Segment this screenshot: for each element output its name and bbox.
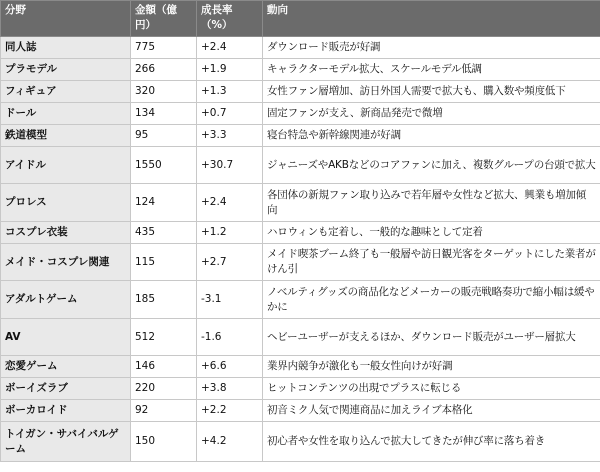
table-row xyxy=(1,356,600,378)
table-row xyxy=(1,103,600,125)
row-growth: +3.8 xyxy=(197,378,263,400)
header-field: 分野 xyxy=(1,1,131,37)
row-amount: 320 xyxy=(131,81,197,103)
row-growth: +2.7 xyxy=(197,244,263,281)
row-growth: +2.2 xyxy=(197,400,263,422)
row-trend: 寝台特急や新幹線関連が好調 xyxy=(263,125,600,147)
row-trend: ヘビーユーザーが支えるほか、ダウンロード販売がユーザー層拡大 xyxy=(263,319,600,356)
row-trend: 各団体の新規ファン取り込みで若年層や女性など拡大、興業も増加傾向 xyxy=(263,184,600,222)
row-amount: 220 xyxy=(131,378,197,400)
row-amount: 92 xyxy=(131,400,197,422)
table-row xyxy=(1,147,600,184)
row-trend: ハロウィンも定着し、一般的な趣味として定着 xyxy=(263,222,600,244)
row-trend: 固定ファンが支え、新商品発売で微増 xyxy=(263,103,600,125)
row-field: 鉄道模型 xyxy=(1,125,131,147)
table-row xyxy=(1,37,600,59)
row-growth: +2.4 xyxy=(197,37,263,59)
table-row xyxy=(1,378,600,400)
row-amount: 134 xyxy=(131,103,197,125)
table-row xyxy=(1,400,600,422)
row-amount: 185 xyxy=(131,281,197,319)
row-trend: ノベルティグッズの商品化などメーカーの販売戦略奏功で縮小幅は緩やかに xyxy=(263,281,600,319)
row-field: アダルトゲーム xyxy=(1,281,131,319)
row-trend: 業界内競争が激化も一般女性向けが好調 xyxy=(263,356,600,378)
table-row xyxy=(1,59,600,81)
table-row xyxy=(1,184,600,222)
row-trend: キャラクターモデル拡大、スケールモデル低調 xyxy=(263,59,600,81)
row-growth: +1.2 xyxy=(197,222,263,244)
row-field: メイド・コスプレ関連 xyxy=(1,244,131,281)
row-trend: ヒットコンテンツの出現でプラスに転じる xyxy=(263,378,600,400)
table-row xyxy=(1,281,600,319)
table-row xyxy=(1,244,600,281)
row-growth: +4.2 xyxy=(197,422,263,462)
row-trend: メイド喫茶ブーム終了も一般層や訪日観光客をターゲットにした業者がけん引 xyxy=(263,244,600,281)
header-amount: 金額（億円） xyxy=(131,1,197,37)
row-amount: 146 xyxy=(131,356,197,378)
row-growth: +30.7 xyxy=(197,147,263,184)
row-field: プロレス xyxy=(1,184,131,222)
row-field: プラモデル xyxy=(1,59,131,81)
row-growth: +0.7 xyxy=(197,103,263,125)
table-row xyxy=(1,222,600,244)
row-amount: 95 xyxy=(131,125,197,147)
row-growth: +2.4 xyxy=(197,184,263,222)
row-amount: 124 xyxy=(131,184,197,222)
row-amount: 150 xyxy=(131,422,197,462)
row-growth: +3.3 xyxy=(197,125,263,147)
row-amount: 512 xyxy=(131,319,197,356)
row-trend: 初心者や女性を取り込んで拡大してきたが伸び率に落ち着き xyxy=(263,422,600,462)
table-row xyxy=(1,422,600,462)
row-field: アイドル xyxy=(1,147,131,184)
row-field: 同人誌 xyxy=(1,37,131,59)
row-growth: -1.6 xyxy=(197,319,263,356)
row-growth: +1.3 xyxy=(197,81,263,103)
row-trend: 初音ミク人気で関連商品に加えライブ本格化 xyxy=(263,400,600,422)
row-amount: 435 xyxy=(131,222,197,244)
row-field: 恋愛ゲーム xyxy=(1,356,131,378)
row-growth: +6.6 xyxy=(197,356,263,378)
row-growth: +1.9 xyxy=(197,59,263,81)
row-amount: 1550 xyxy=(131,147,197,184)
header-trend: 動向 xyxy=(263,1,600,37)
row-amount: 266 xyxy=(131,59,197,81)
row-trend: 女性ファン層増加、訪日外国人需要で拡大も、購入数や頻度低下 xyxy=(263,81,600,103)
row-growth: -3.1 xyxy=(197,281,263,319)
row-amount: 115 xyxy=(131,244,197,281)
row-field: AV xyxy=(1,319,131,356)
row-field: コスプレ衣装 xyxy=(1,222,131,244)
row-field: ボーイズラブ xyxy=(1,378,131,400)
row-field: フィギュア xyxy=(1,81,131,103)
row-field: ボーカロイド xyxy=(1,400,131,422)
table-row xyxy=(1,81,600,103)
row-field: ドール xyxy=(1,103,131,125)
row-trend: ジャニーズやAKBなどのコアファンに加え、複数グループの台頭で拡大 xyxy=(263,147,600,184)
table-row xyxy=(1,319,600,356)
table-row xyxy=(1,125,600,147)
table-header-row xyxy=(1,1,600,37)
row-trend: ダウンロード販売が好調 xyxy=(263,37,600,59)
row-field: トイガン・サバイバルゲーム xyxy=(1,422,131,462)
header-growth: 成長率（%） xyxy=(197,1,263,37)
row-amount: 775 xyxy=(131,37,197,59)
